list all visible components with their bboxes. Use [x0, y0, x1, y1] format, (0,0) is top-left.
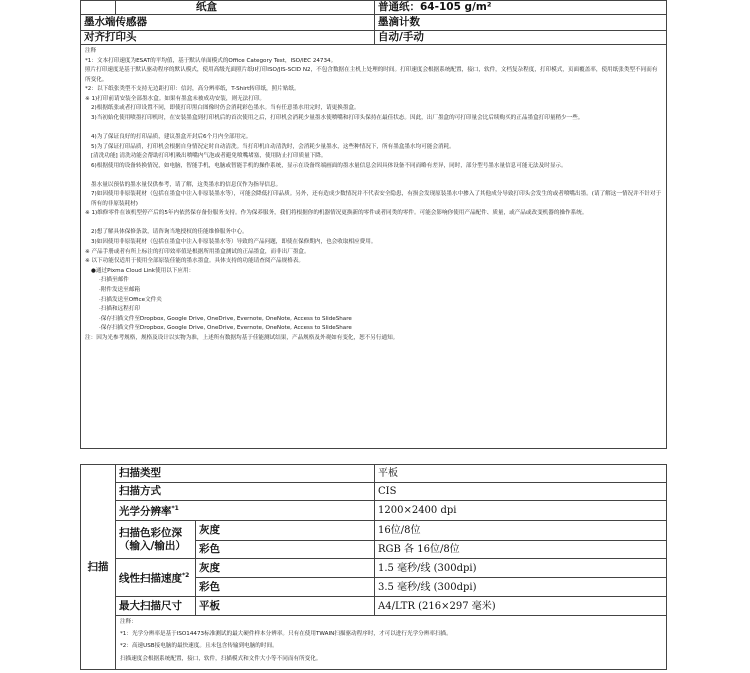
note-line: 5)为了保证打印品质，打印机会根据自身情况定时自动清洗。当打印机自动清洗时，会消耗少量墨水，这些种情况下，所有墨盒墨水均可能会消耗。	[91, 143, 455, 150]
note-line: ※ 1)打印前请安装全部墨水盒。如果有墨盒未被成功安装，则无法打印。	[85, 95, 266, 102]
head-align-value: 自动/手动	[375, 31, 667, 45]
line-speed-gray-value: 1.5 毫秒/线 (300dpi)	[375, 559, 667, 578]
scan-spec-table	[80, 464, 667, 670]
note-line: ·附件发送至邮箱	[99, 286, 140, 293]
footnote-marker: *1	[171, 505, 179, 513]
scan-type-value: 平板	[375, 465, 667, 483]
note-line: 2)想了解具体保修条款，请咨询当地授权的佳能维修服务中心。	[91, 229, 248, 236]
note-line: [清洗功能] 清洗功能会帮助打印机吸出喷嘴内气泡或者避免喷嘴堵塞，使用防止打印质量下降。	[91, 153, 327, 160]
print-spec-table	[80, 0, 667, 449]
note-line: ※ 以下功能仅适用于使用全部原装佳能的墨水墨盒。具体支持的功能请查阅产品规格表。	[85, 258, 305, 265]
note-line: ※ 产品手册或者有所上标注的打印效率值是根据所用墨盒测试的正品墨盒，而非出厂墨盒。	[85, 248, 310, 255]
note-line: ·保存扫描文件至Dropbox, Google Drive, OneDrive, Evernote, OneNote, Access to SlideShare	[99, 325, 352, 332]
color-depth-label: 扫描色彩位深（输入/输出）	[116, 521, 196, 559]
optical-resolution-value: 1200×2400 dpi	[375, 501, 667, 521]
color-depth-color-label: 彩色	[196, 541, 375, 559]
note-line: *2：以下纸张类型不支持无边距打印：信封，高分辨率纸，T-Shirt转印纸，照片贴纸。	[85, 86, 300, 93]
note-line: 7)如因使用非原装耗材（包括在墨盒中注入非原装墨水等），可能会降低打印品质。另外，还有造成少数情况并不代表安全隐患，有损会发现原装墨水中掺入了其他成分导致打印头会发生的或者喷嘴出墨。(请了解这一情况并不针对于所有的非原装耗材)	[91, 191, 662, 207]
note-line: 注：因为光参考规格，规格及设计以实物为准，上述所有数据均基于佳能测试结果，产品规格及外观如有变化，恕不另行通知。	[85, 334, 399, 341]
color-depth-gray-label: 灰度	[196, 521, 375, 541]
scan-notes	[116, 616, 667, 670]
max-size-value: A4/LTR (216×297 毫米)	[375, 597, 667, 616]
note-line: 3)当初始化使用喷墨打印机时，在安装墨盒到打印机后的首次使用之后，打印机会消耗少量墨水使喷嘴和打印头保持在最佳状态。因此，出厂墨盒的可打印量会比后续购买的正品墨盒打印量稍少一些。	[91, 114, 584, 121]
max-size-label: 最大扫描尺寸	[116, 597, 196, 616]
scan-method-label: 扫描方式	[116, 483, 375, 501]
scan-type-label: 扫描类型	[116, 465, 375, 483]
note-line: 4)为了保证良好的打印品质，建议墨盒开封后6个月内全部用完。	[91, 133, 252, 140]
scan-section-label: 扫描	[81, 465, 116, 670]
max-size-sub-label: 平板	[196, 597, 375, 616]
color-depth-color-value: RGB 各 16位/8位	[375, 541, 667, 559]
note-line: ·扫描和远程打印	[99, 306, 140, 313]
color-depth-gray-value: 16位/8位	[375, 521, 667, 541]
line-speed-gray-label: 灰度	[196, 559, 375, 578]
optical-resolution-label: 光学分辨率$^{*1}$	[116, 501, 375, 521]
scan-method-value: CIS	[375, 483, 667, 501]
line-speed-label: 线性扫描速度$^{*2}$	[116, 559, 196, 597]
note-line: 2)根据纸张或者打印设置不同，即使打印黑白图像时仍会消耗彩色墨水。当有任意墨水用完时，请更换墨盒。	[91, 105, 360, 112]
note-line: *2：高速USB接电脑的最快速度。且未包含传输到电脑的时间。	[120, 643, 278, 650]
paper-cassette-value: 普通纸：64-105 g/m²	[375, 1, 667, 15]
note-line: 照片打印速度是基于默认驱动程序的默认模式，使用高级光面照片纸II打印ISO/JIS-SCID N2，不包含数据在主机上处理的时间。打印速度会根据系统配置，接口，软件，文档复杂程度，打印模式，页面覆盖率，使用纸张类型不同而有所变化。	[85, 67, 658, 83]
line-speed-color-value: 3.5 毫秒/线 (300dpi)	[375, 578, 667, 597]
note-line: *1：光学分辨率是基于ISO14473标准测试的最大硬件样本分辨率。只有在使用TWAIN扫描驱动程序时，才可以进行光学分辨率扫描。	[120, 630, 452, 637]
notes-title: 注释：	[120, 619, 137, 625]
note-line: 墨水量以预估的墨水量仅供参考，请了解，这类墨水的信息仅作为指导信息。	[91, 181, 282, 188]
print-notes	[81, 45, 667, 449]
notes-title: 注释	[85, 48, 97, 54]
paper-cassette-label: 纸盒	[116, 1, 375, 15]
ink-sensor-value: 墨滴计数	[375, 15, 667, 31]
note-line: ·保存扫描文件至Dropbox, Google Drive, OneDrive, Evernote, OneNote, Access to SlideShare	[99, 315, 352, 322]
note-line: ※ 1)维修零件在该机型停产后的5年内依然保存备份服务支持。作为保养服务，我们将根据你的机器情况更换新的零件或者同类的零件。可能会影响你使用产品配件、质量，或产品或改变机器的操作系统。	[85, 210, 588, 217]
note-line: ·扫描至邮件	[99, 277, 129, 284]
note-line: ·扫描发送至Office文件夹	[99, 296, 162, 303]
footnote-marker: *2	[182, 572, 190, 580]
note-line: *1：文本打印速度为ESAT的平均值，基于默认单面模式的Office Category Test，ISO/IEC 24734。	[85, 57, 337, 64]
note-line: ●通过Pixma Cloud Link使用以下应用：	[91, 267, 195, 274]
line-speed-color-label: 彩色	[196, 578, 375, 597]
head-align-label: 对齐打印头	[81, 31, 375, 45]
note-line: 3)如因使用非原装耗材（包括在墨盒中注入非原装墨水等）导致的产品问题，即使在保修期内，也会收取相应费用。	[91, 238, 377, 245]
blank-cell	[81, 1, 116, 15]
note-line: 6)根据使用的设备转换情况，如电脑，智能手机，电脑或智能手机的操作系统，显示在设备终端画面的墨水量信息会因具体设备不同而略有差异，同时，部分型号墨水量信息可能无法及时显示。	[91, 162, 567, 169]
note-line: 扫描速度会根据系统配置，接口，软件，扫描模式和文件大小等不同而有所变化。	[120, 655, 322, 662]
ink-sensor-label: 墨水端传感器	[81, 15, 375, 31]
